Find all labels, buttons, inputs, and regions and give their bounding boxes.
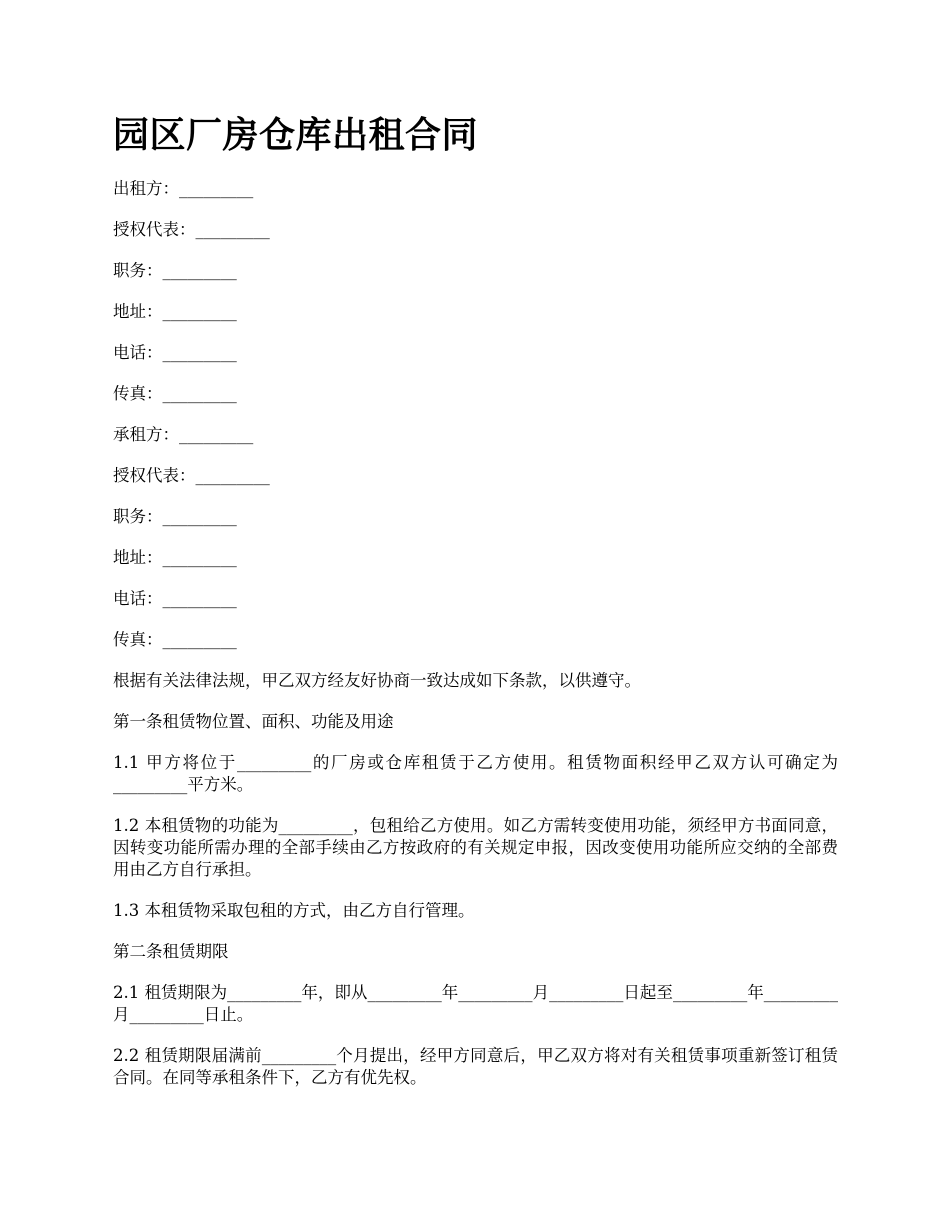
clause-1-2: 1.2 本租赁物的功能为_________，包租给乙方使用。如乙方需转变使用功能，须经甲方书面同意，因转变功能所需办理的全部手续由乙方按政府的有关规定申报，因改变使用功能所应交纳的全部费用由乙方自行承担。 bbox=[113, 816, 838, 879]
lessor-representative-field: 授权代表：_________ bbox=[113, 220, 270, 239]
lessor-field: 出租方：_________ bbox=[113, 179, 254, 198]
lessee-representative-field: 授权代表：_________ bbox=[113, 466, 270, 485]
clause-1-3: 1.3 本租赁物采取包租的方式，由乙方自行管理。 bbox=[113, 901, 475, 920]
lessee-field: 承租方：_________ bbox=[113, 425, 254, 444]
clause-2-1: 2.1 租赁期限为_________年，即从_________年_________月_________日起至_________年_________月_________日止。 bbox=[113, 983, 838, 1024]
lessee-position-field: 职务：_________ bbox=[113, 507, 237, 526]
document-page bbox=[113, 110, 838, 1108]
lessor-phone-field: 电话：_________ bbox=[113, 343, 237, 362]
lessee-fax-field: 传真：_________ bbox=[113, 630, 237, 649]
lessee-phone-field: 电话：_________ bbox=[113, 589, 237, 608]
clause-1-1: 1.1 甲方将位于_________的厂房或仓库租赁于乙方使用。租赁物面积经甲乙双方认可确定为_________平方米。 bbox=[113, 753, 838, 794]
clause-2-2: 2.2 租赁期限届满前_________个月提出，经甲方同意后，甲乙双方将对有关租赁事项重新签订租赁合同。在同等承租条件下，乙方有优先权。 bbox=[113, 1046, 838, 1087]
article-2-heading: 第二条租赁期限 bbox=[113, 942, 229, 961]
article-1-heading: 第一条租赁物位置、面积、功能及用途 bbox=[113, 712, 394, 731]
lessor-address-field: 地址：_________ bbox=[113, 302, 237, 321]
document-title: 园区厂房仓库出租合同 bbox=[113, 115, 479, 156]
lessee-address-field: 地址：_________ bbox=[113, 548, 237, 567]
lessor-fax-field: 传真：_________ bbox=[113, 384, 237, 403]
preamble-paragraph: 根据有关法律法规，甲乙双方经友好协商一致达成如下条款，以供遵守。 bbox=[113, 671, 641, 690]
lessor-position-field: 职务：_________ bbox=[113, 261, 237, 280]
